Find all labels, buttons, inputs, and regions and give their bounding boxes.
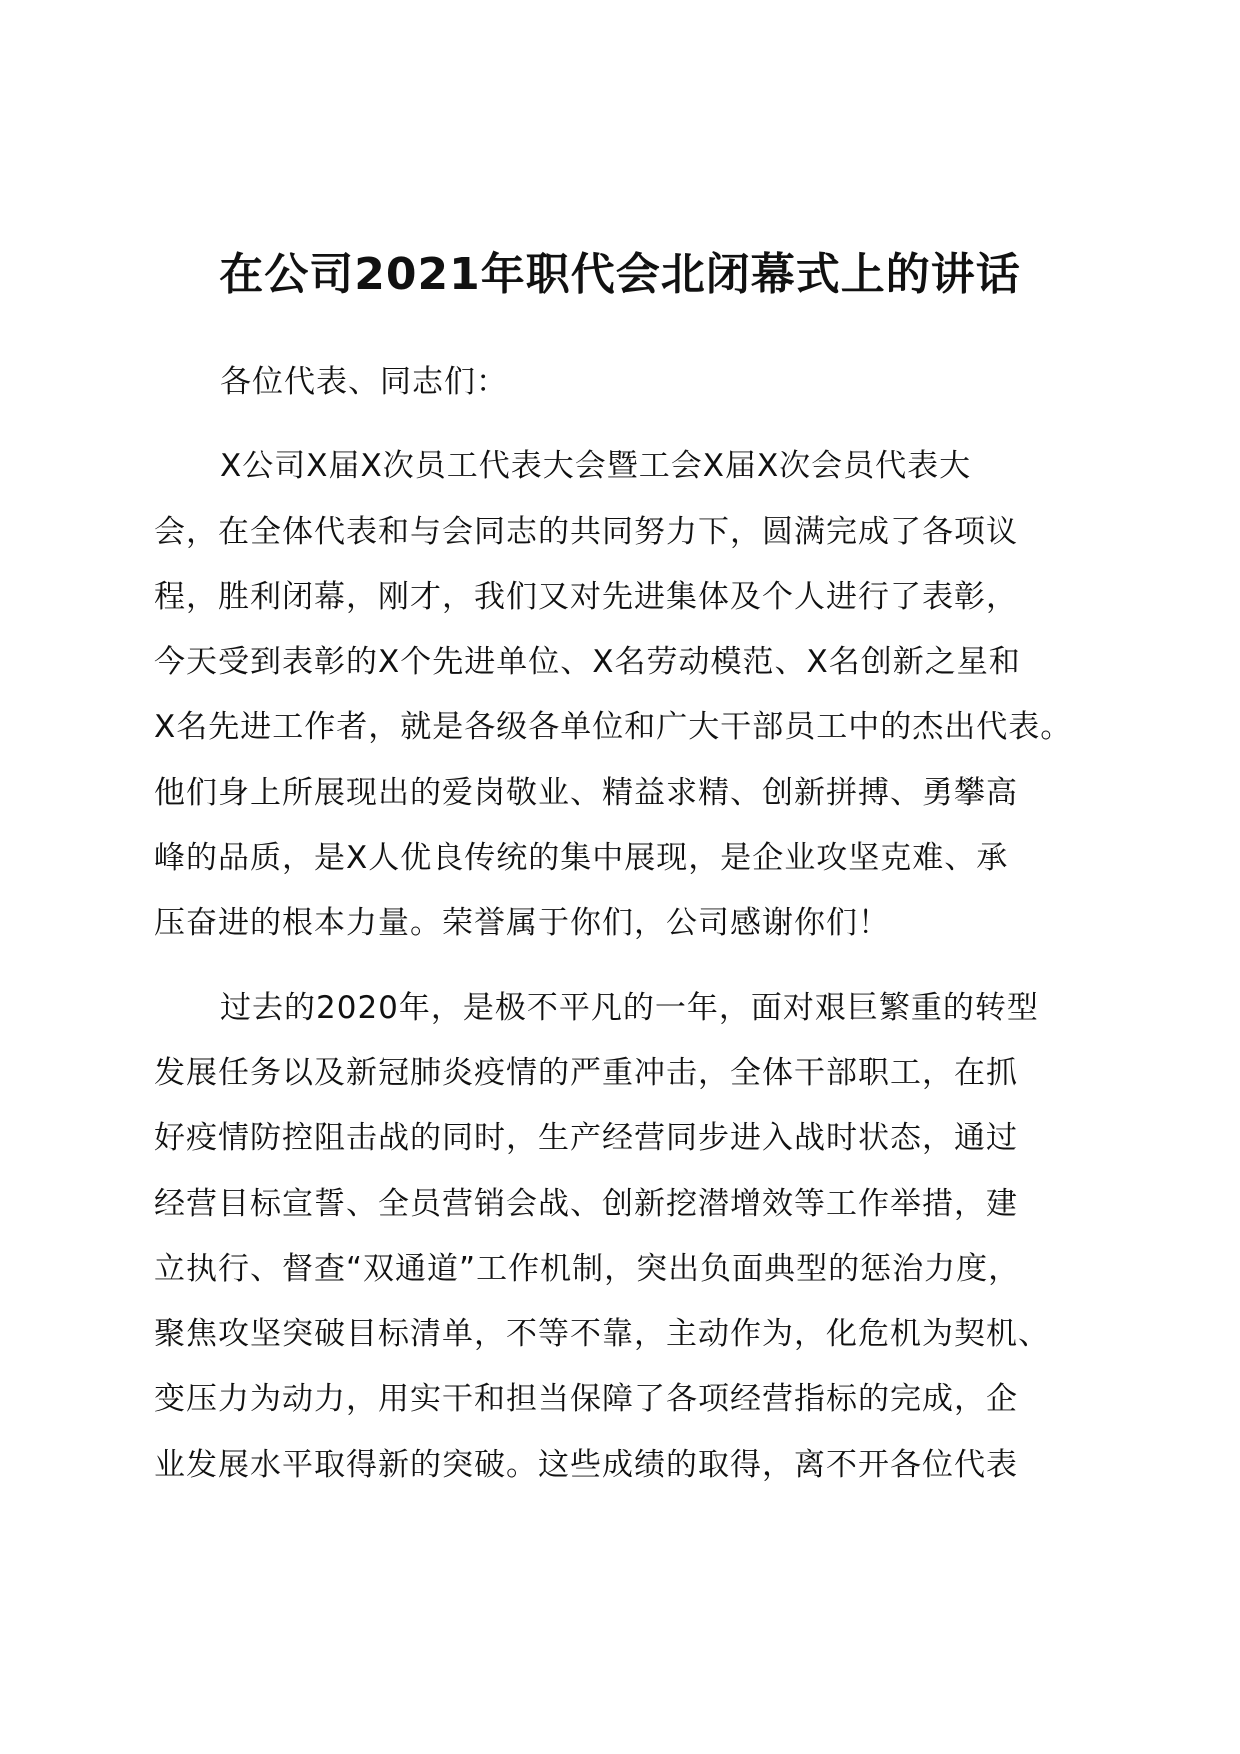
text-line: X名先进工作者，就是各级各单位和广大干部员工中的杰出代表。: [154, 709, 1073, 746]
text-line: 发展任务以及新冠肺炎疫情的严重冲击，全体干部职工，在抓: [154, 1054, 1018, 1091]
document-title: 在公司2021年职代会北闭幕式上的讲话: [219, 249, 1021, 300]
text-line: 聚焦攻坚突破目标清单，不等不靠，主动作为，化危机为契机、: [154, 1316, 1050, 1353]
text-line: 过去的2020年，是极不平凡的一年，面对艰巨繁重的转型: [220, 989, 1039, 1026]
text-line: 业发展水平取得新的突破。这些成绩的取得，离不开各位代表: [154, 1446, 1018, 1483]
text-line: X公司X届X次员工代表大会暨工会X届X次会员代表大: [220, 448, 972, 485]
text-line: 峰的品质，是X人优良传统的集中展现，是企业攻坚克难、承: [154, 840, 1009, 877]
text-line: 经营目标宣誓、全员营销会战、创新挖潜增效等工作举措，建: [154, 1185, 1018, 1222]
paragraph-salutation: [154, 350, 1099, 415]
text-line: 今天受到表彰的X个先进单位、X名劳动模范、X名创新之星和: [154, 644, 1021, 681]
text-line: 会，在全体代表和与会同志的共同努力下，圆满完成了各项议: [154, 513, 1018, 550]
text-line: 程，胜利闭幕，刚才，我们又对先进集体及个人进行了表彰，: [154, 578, 1018, 615]
text-line: 变压力为动力，用实干和担当保障了各项经营指标的完成，企: [154, 1381, 1018, 1418]
document-body: [154, 350, 1099, 1517]
text-line: 立执行、督查“双通道”工作机制，突出负面典型的惩治力度，: [154, 1250, 1021, 1287]
text-line: 好疫情防控阻击战的同时，生产经营同步进入战时状态，通过: [154, 1120, 1018, 1157]
paragraph-intro: [154, 434, 1099, 956]
text-line: 压奋进的根本力量。荣誉属于你们，公司感谢你们！: [154, 905, 890, 942]
text-line: 他们身上所展现出的爱岗敬业、精益求精、创新拼搏、勇攀高: [154, 774, 1018, 811]
text-line: 各位代表、同志们：: [220, 364, 508, 400]
paragraph-review: [154, 976, 1099, 1498]
